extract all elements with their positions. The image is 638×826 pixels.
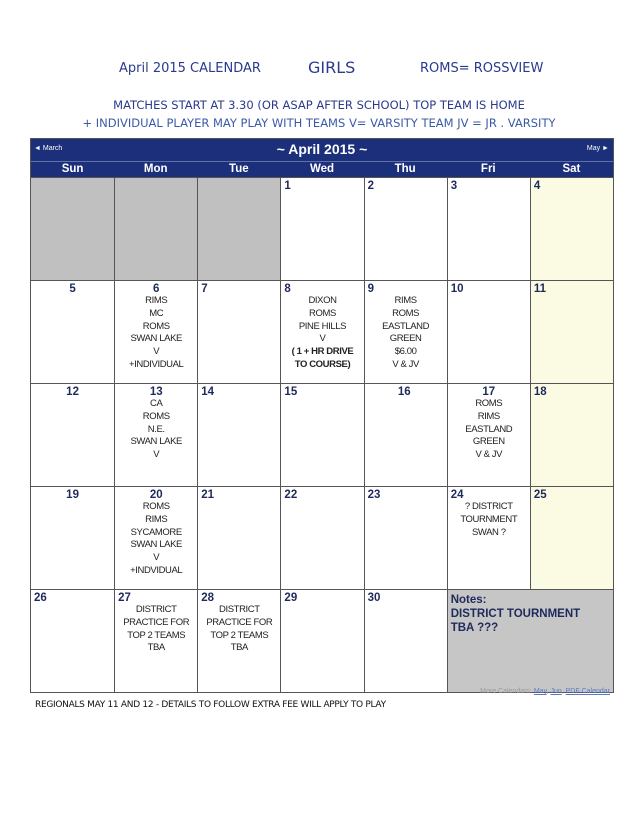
match-details	[115, 501, 197, 578]
day-number: 20	[149, 489, 163, 501]
day-cell	[530, 281, 613, 383]
match-line: V & JV	[392, 358, 419, 370]
match-line: ROMS	[142, 410, 170, 422]
match-line: TOP 2 TEAMS	[210, 629, 269, 641]
weekday-fri: Fri	[480, 163, 496, 175]
day-cell	[364, 590, 447, 692]
day-number: 7	[201, 283, 208, 295]
match-details	[198, 604, 280, 655]
match-line: RIMS	[477, 410, 500, 422]
day-number: 9	[367, 283, 374, 295]
day-number: 5	[69, 283, 76, 295]
match-line: $6.00	[394, 346, 417, 358]
match-line: ROMS	[309, 307, 336, 319]
day-number: 11	[533, 283, 547, 295]
match-line: TOP 2 TEAMS	[127, 629, 186, 641]
match-line: TBA	[230, 642, 248, 654]
notes-line: TBA ???	[450, 622, 499, 634]
calendar-title: April 2015 CALENDAR	[119, 61, 261, 76]
day-number: 3	[450, 180, 458, 192]
day-cell	[447, 281, 530, 383]
calendar-week	[31, 486, 613, 589]
calendar-week	[31, 177, 613, 280]
match-line: DISTRICT	[135, 604, 177, 615]
more-link-pdf[interactable]: PDF Calendar	[565, 688, 610, 695]
roms-legend: ROMS= ROSSVIEW	[420, 61, 544, 76]
notes-line: Notes:	[450, 594, 487, 606]
empty-day-cell	[31, 178, 114, 280]
match-line: N.E.	[147, 423, 165, 435]
notes-text	[448, 590, 613, 638]
match-line: MC	[149, 307, 164, 319]
match-line: SWAN LAKE	[130, 333, 182, 345]
match-line: SYCAMORE	[130, 526, 182, 538]
day-cell	[197, 384, 280, 486]
day-cell	[114, 487, 197, 589]
day-cell	[447, 487, 530, 589]
more-calendars: More Calendars: May, Jun, PDF Calendar	[480, 688, 610, 695]
calendar-week	[31, 589, 613, 692]
match-details	[115, 604, 197, 655]
match-line: V	[153, 552, 160, 564]
match-line: PINE HILLS	[298, 320, 347, 332]
day-number: 23	[367, 489, 381, 501]
calendar-week	[31, 383, 613, 486]
day-number: 10	[450, 283, 464, 295]
match-line: V	[153, 346, 160, 358]
empty-day-cell	[114, 178, 197, 280]
match-note-line: TO COURSE)	[294, 358, 351, 370]
weekday-thu: Thu	[394, 163, 416, 175]
match-line: +INDVIDUAL	[130, 564, 183, 576]
match-details	[281, 295, 363, 372]
match-line: V & JV	[475, 449, 503, 461]
match-line: ROMS	[142, 320, 170, 332]
weekday-sat: Sat	[562, 163, 581, 175]
day-number: 30	[367, 592, 381, 604]
day-number: 27	[118, 592, 131, 604]
match-line: GREEN	[389, 333, 422, 345]
next-month-link[interactable]: May ►	[586, 145, 609, 152]
match-line: PRACTICE FOR	[123, 616, 190, 628]
day-number: 28	[201, 592, 215, 604]
day-number: 16	[397, 386, 411, 398]
match-line: RIMS	[145, 513, 168, 525]
legend-info: + INDIVIDUAL PLAYER MAY PLAY WITH TEAMS V= VARSITY TEAM JV = JR . VARSITY	[82, 116, 556, 130]
match-line: DISTRICT	[219, 604, 260, 615]
day-number: 13	[149, 386, 163, 398]
match-details	[115, 398, 197, 462]
day-number: 1	[284, 180, 291, 192]
day-number: 25	[533, 489, 547, 501]
day-cell	[280, 178, 363, 280]
day-number: 21	[201, 489, 215, 501]
weekday-header	[31, 161, 613, 177]
matches-info: MATCHES START AT 3.30 (OR ASAP AFTER SCHOOL) TOP TEAM IS HOME	[113, 98, 525, 112]
weekday-mon: Mon	[143, 163, 168, 175]
day-number: 4	[533, 180, 541, 192]
day-cell	[530, 384, 613, 486]
day-number: 12	[66, 386, 79, 398]
day-cell	[31, 384, 114, 486]
match-line: DIXON	[308, 295, 337, 306]
more-link-jun[interactable]: Jun	[550, 688, 562, 695]
day-number: 24	[450, 489, 464, 501]
match-line: CA	[150, 398, 163, 409]
match-line: TBA	[147, 642, 165, 654]
match-line: SWAN LAKE	[130, 539, 182, 551]
day-number: 22	[284, 489, 298, 501]
match-details	[448, 501, 530, 539]
day-cell	[197, 281, 280, 383]
match-line: ? DISTRICT	[464, 501, 513, 512]
day-cell	[114, 590, 197, 692]
weekday-tue: Tue	[229, 163, 249, 175]
empty-day-cell	[197, 178, 280, 280]
day-cell	[364, 281, 447, 383]
day-number: 8	[284, 283, 291, 295]
day-cell	[530, 178, 613, 280]
match-line: EASTLAND	[465, 423, 513, 435]
day-number: 2	[367, 180, 374, 192]
day-number: 17	[482, 386, 496, 398]
day-number: 15	[284, 386, 298, 398]
girls-label: GIRLS	[308, 58, 356, 77]
day-cell	[280, 281, 363, 383]
day-number: 6	[153, 283, 160, 295]
day-cell	[31, 281, 114, 383]
match-details	[115, 295, 197, 372]
match-line: GREEN	[472, 436, 505, 448]
match-details	[448, 398, 530, 462]
day-number: 29	[284, 592, 298, 604]
day-cell	[114, 384, 197, 486]
day-cell	[447, 384, 530, 486]
notes-line: DISTRICT TOURNMENT	[450, 608, 581, 620]
match-line: +INDIVIDUAL	[128, 358, 184, 370]
day-cell	[114, 281, 197, 383]
day-cell	[31, 487, 114, 589]
match-line: ROMS	[392, 307, 420, 319]
match-line: RIMS	[145, 295, 168, 306]
more-link-may[interactable]: May	[533, 688, 547, 695]
match-line: V	[153, 449, 160, 461]
match-note-line: ( 1 + HR DRIVE	[291, 346, 354, 358]
day-cell	[530, 487, 613, 589]
match-line: ROMS	[475, 398, 503, 409]
day-cell	[364, 487, 447, 589]
day-cell	[197, 590, 280, 692]
weekday-sun: Sun	[61, 163, 84, 175]
match-line: V	[319, 333, 326, 345]
match-line: EASTLAND	[382, 320, 430, 332]
day-cell	[364, 178, 447, 280]
match-line: SWAN ?	[471, 526, 506, 538]
calendar-grid	[30, 138, 614, 693]
day-number: 18	[533, 386, 547, 398]
day-cell	[197, 487, 280, 589]
day-number: 14	[201, 386, 215, 398]
match-line: SWAN LAKE	[130, 436, 182, 448]
month-title: ~ April 2015 ~	[276, 141, 368, 157]
day-number: 19	[66, 489, 79, 501]
match-line: PRACTICE FOR	[206, 616, 273, 628]
day-cell	[280, 384, 363, 486]
regionals-note: REGIONALS MAY 11 AND 12 - DETAILS TO FOLLOW EXTRA FEE WILL APPLY TO PLAY	[35, 700, 386, 710]
day-cell	[280, 487, 363, 589]
match-line: ROMS	[142, 501, 170, 512]
calendar-week	[31, 280, 613, 383]
day-number: 26	[34, 592, 47, 604]
day-cell	[447, 178, 530, 280]
header-row	[0, 58, 638, 81]
day-cell	[280, 590, 363, 692]
match-line: RIMS	[394, 295, 417, 306]
notes-cell	[447, 590, 613, 692]
match-line: TOURNMENT	[460, 513, 518, 525]
day-cell	[364, 384, 447, 486]
prev-month-link[interactable]: ◄ March	[34, 145, 63, 152]
more-prefix: More Calendars:	[480, 688, 534, 695]
weekday-wed: Wed	[309, 163, 335, 175]
calendar-nav	[31, 139, 613, 161]
day-cell	[31, 590, 114, 692]
match-details	[365, 295, 447, 372]
